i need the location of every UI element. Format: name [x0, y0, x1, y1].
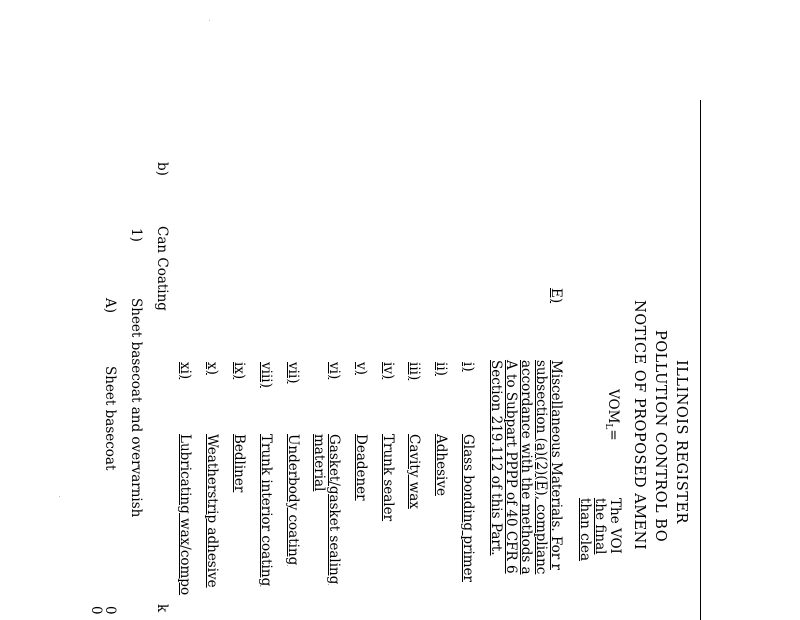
scan-speck: [209, 20, 210, 21]
item-i-num: i): [460, 362, 476, 372]
header-rule: [700, 100, 701, 620]
sub-1-label: Sheet basecoat and overvarnish: [128, 298, 144, 518]
item-vi-num: vi): [326, 362, 342, 380]
header-illinois-register: ILLINOIS REGISTER: [673, 360, 689, 524]
sub-a-value-1: 0: [102, 606, 118, 615]
section-e-line1: Miscellaneous Materials. For r: [548, 360, 564, 570]
vom-text-line3: than clea: [577, 498, 593, 562]
section-e-line5: Section 219.112 of this Part.: [488, 360, 504, 556]
sub-a-num: A): [102, 298, 118, 314]
item-i-label: Glass bonding primer: [460, 434, 476, 583]
item-ix-num: ix): [231, 362, 247, 380]
item-ii-label: Adhesive: [433, 434, 449, 496]
vom-text-line2: the final: [592, 498, 608, 555]
vom-formula: $VOM_L=$: [603, 389, 621, 441]
header-pollution-control-board: POLLUTION CONTROL BO: [652, 330, 668, 543]
item-x-label: Weatherstrip adhesive: [204, 434, 220, 588]
item-ii-num: ii): [433, 362, 449, 376]
header-notice: NOTICE OF PROPOSED AMENI: [631, 300, 647, 551]
item-v-num: v): [353, 362, 369, 375]
item-vi-label-cont: material: [311, 434, 327, 492]
item-vii-label: Underbody coating: [285, 434, 301, 566]
section-b-column-k: k: [154, 604, 170, 613]
item-ix-label: Bedliner: [231, 434, 247, 493]
item-xi-label: Lubricating wax/compo: [177, 434, 193, 596]
vom-text-line1: The VOI: [607, 498, 623, 554]
item-vii-num: vii): [285, 362, 301, 384]
item-xi-num: xi): [177, 362, 193, 380]
item-viii-num: viii): [258, 362, 274, 388]
section-e-line2: subsection (a)(2)(E), complianc: [533, 360, 549, 575]
sub-a-label: Sheet basecoat: [102, 366, 118, 471]
item-iv-label: Trunk sealer: [380, 434, 396, 522]
section-b-marker: b): [154, 162, 170, 176]
scan-speck: [59, 496, 60, 497]
section-e-marker: E): [548, 288, 564, 304]
item-viii-label: Trunk interior coating: [258, 434, 274, 587]
sub-a-value-2: 0: [88, 606, 104, 615]
item-vi-label: Gasket/gasket sealing: [326, 434, 342, 585]
item-iii-num: iii): [406, 362, 422, 381]
item-iv-num: iv): [380, 362, 396, 380]
item-v-label: Deadener: [353, 434, 369, 501]
section-e-line4: A to Subpart PPPP of 40 CFR 6: [503, 360, 519, 574]
item-iii-label: Cavity wax: [406, 434, 422, 509]
section-e-line3: accordance with the methods a: [518, 360, 534, 575]
sub-1-num: 1): [128, 228, 144, 242]
section-b-title: Can Coating: [154, 226, 170, 311]
item-x-num: x): [204, 362, 220, 375]
